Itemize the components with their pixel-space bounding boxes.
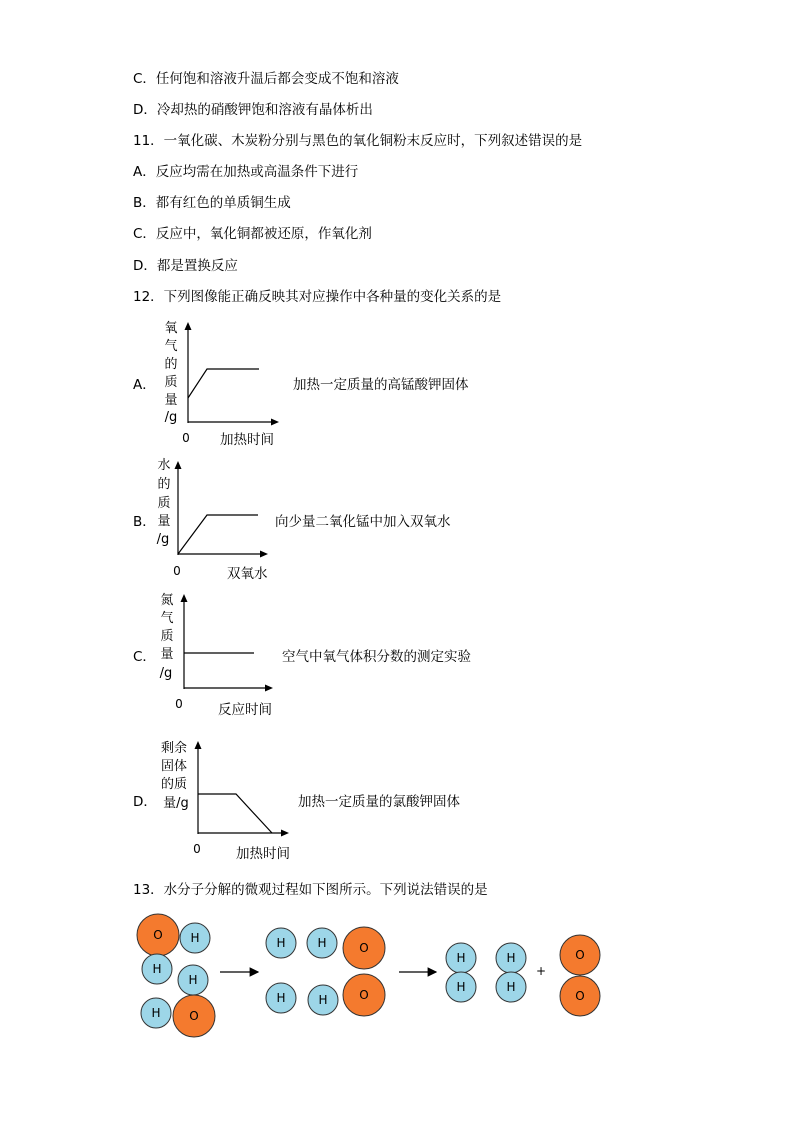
graph-b-ylabel-3: 质 [157,496,171,511]
graph-c-y-arrow [181,594,188,602]
hydrogen-label: H [276,936,286,950]
q13-stem: 13．水分子分解的微观过程如下图所示。下列说法错误的是 [133,882,488,898]
graph-a-origin: 0 [182,431,190,445]
hydrogen-label: H [506,980,516,994]
oxygen-label: O [359,941,369,955]
stage3-hydrogen-molecule-2 [496,943,526,1002]
stage3-hydrogen-molecule-1 [446,943,476,1002]
q12-option-a-letter: A． [133,377,156,393]
oxygen-label: O [359,988,369,1002]
oxygen-label: O [189,1009,199,1023]
graph-c-origin: 0 [175,697,183,711]
q10-option-c: C．任何饱和溶液升温后都会变成不饱和溶液 [133,71,399,87]
stage3-oxygen-molecule [560,935,600,1016]
q11-option-c: C．反应中，氧化铜都被还原，作氧化剂 [133,226,372,242]
graph-a-curve [188,369,259,398]
graph-a-ylabel-3: 的 [164,357,178,372]
water-decomposition-diagram [130,905,620,1040]
graph-a-y-arrow [185,322,192,330]
q12-option-b-letter: B． [133,514,156,530]
graph-b-ylabel-1: 水 [157,458,171,473]
oxygen-label: O [153,928,163,942]
q12-stem: 12．下列图像能正确反映其对应操作中各种量的变化关系的是 [133,289,502,305]
graph-d-y-arrow [195,741,202,749]
graph-c-xlabel: 反应时间 [218,702,272,718]
graph-b-caption: 向少量二氧化锰中加入双氧水 [275,514,451,530]
graph-b-y-arrow [175,461,182,469]
graph-d-ylabel-1: 剩余 [160,741,188,756]
oxygen-label: O [575,948,585,962]
plus-sign: + [535,964,547,978]
hydrogen-label: H [456,951,466,965]
graph-d-caption: 加热一定质量的氯酸钾固体 [298,794,460,810]
graph-b-curve [178,515,258,554]
graph-a-ylabel-2: 气 [164,339,178,354]
graph-c-ylabel-4: 量 [160,647,174,662]
hydrogen-label: H [276,991,286,1005]
graph-d-ylabel-4: 量/g [163,796,189,811]
graph-d-origin: 0 [193,842,201,856]
hydrogen-label: H [506,951,516,965]
hydrogen-label: H [317,936,327,950]
q11-stem: 11．一氧化碳、木炭粉分别与黑色的氧化铜粉末反应时，下列叙述错误的是 [133,133,583,149]
q12-option-d-letter: D． [133,794,157,810]
graph-a-ylabel-5: 量 [164,393,178,408]
graph-b-ylabel-2: 的 [157,477,171,492]
graph-a-xlabel: 加热时间 [220,432,274,448]
graph-a-ylabel-6: /g [164,410,178,425]
graph-d-ylabel-2: 固体 [160,759,188,774]
graph-d-xlabel: 加热时间 [236,846,290,862]
graph-b-ylabel-4: 量 [157,514,171,529]
hydrogen-label: H [152,962,162,976]
q11-option-a: A．反应均需在加热或高温条件下进行 [133,164,359,180]
q12-graph-c [153,588,283,713]
graph-d-curve [198,794,272,833]
oxygen-label: O [575,989,585,1003]
q11-option-b: B．都有红色的单质铜生成 [133,195,291,211]
graph-c-ylabel-3: 质 [160,629,174,644]
q12-option-c-letter: C． [133,649,156,665]
graph-c-x-arrow [265,685,273,692]
hydrogen-label: H [190,931,200,945]
graph-c-ylabel-5: /g [159,666,173,681]
q11-option-d: D．都是置换反应 [133,258,238,274]
graph-c-ylabel-1: 氮 [160,593,174,608]
graph-b-ylabel-5: /g [156,532,170,547]
q10-option-d: D．冷却热的硝酸钾饱和溶液有晶体析出 [133,102,373,118]
graph-b-origin: 0 [173,564,181,578]
graph-b-xlabel: 双氧水 [227,566,268,582]
hydrogen-label: H [318,993,328,1007]
hydrogen-label: H [151,1006,161,1020]
graph-a-x-arrow [271,419,279,426]
graph-d-ylabel-3: 的质 [160,777,188,792]
graph-c-ylabel-2: 气 [160,611,174,626]
graph-a-caption: 加热一定质量的高锰酸钾固体 [293,377,469,393]
graph-b-x-arrow [260,551,268,558]
stage2-atoms [266,927,385,1016]
graph-a-ylabel-4: 质 [164,375,178,390]
graph-c-caption: 空气中氧气体积分数的测定实验 [282,649,471,665]
hydrogen-label: H [188,973,198,987]
graph-a-ylabel-1: 氧 [164,321,178,336]
graph-d-x-arrow [281,830,289,837]
hydrogen-label: H [456,980,466,994]
